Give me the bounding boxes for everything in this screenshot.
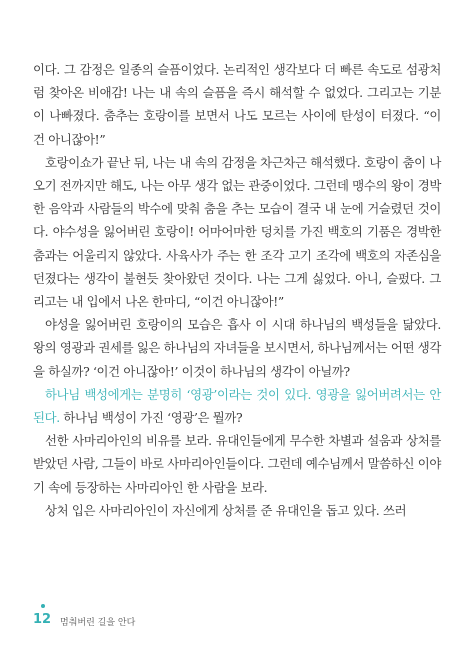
paragraph-3: 야성을 잃어버린 호랑이의 모습은 흡사 이 시대 하나님의 백성들을 닮았다. 왕의 영광과 권세를 잃은 하나님의 자녀들을 보시면서, 하나님께서는 어떤 생각을 하실까? ‘이건 아니잖아!’ 이것이 하나님의 생각이 아닐까? xyxy=(33,317,441,379)
paragraph-1: 이다. 그 감정은 일종의 슬픔이었다. 논리적인 생각보다 더 빠른 속도로 섬광처럼 찾아온 비애감! 나는 내 속의 슬픔을 즉시 해석할 수 없었다. 그리고는 기분이 나빠졌다. 춤추는 호랑이를 보면서 나도 모르는 사이에 탄성이 터졌다. “이건 아니잖아!” xyxy=(33,62,441,147)
paragraph-5: 선한 사마리아인의 비유를 보라. 유대인들에게 무수한 차별과 설움과 상처를 받았던 사람, 그들이 바로 사마리아인들이다. 그런데 예수님께서 말씀하신 이야기 속에 등장하는 사마리아인 한 사람을 보라. xyxy=(33,433,441,495)
running-title: 멈춰버린 길을 안다 xyxy=(60,618,136,628)
page-body xyxy=(33,58,441,522)
footer-dot-icon xyxy=(41,604,45,608)
page-number: 12 xyxy=(33,612,52,627)
paragraph-4-rest: 하나님 백성이 가진 ‘영광’은 뭘까? xyxy=(59,410,243,426)
paragraph-6: 상처 입은 사마리아인이 자신에게 상처를 준 유대인을 돕고 있다. 쓰러 xyxy=(45,502,407,518)
paragraph-4 xyxy=(33,383,441,429)
paragraph-2: 호랑이쇼가 끝난 뒤, 나는 내 속의 감정을 차근차근 해석했다. 호랑이 춤이 나오기 전까지만 해도, 나는 아무 생각 없는 관중이었다. 그런데 맹수의 왕이 경박한 음악과 사람들의 박수에 맞춰 춤을 추는 모습이 결국 내 눈에 거슬렸던 것이다. 야수성을 잃어버린 호랑이! 어마어마한 덩치를 가진 백호의 기품은 경박한 춤과는 어울리지 않았다. 사육사가 주는 한 조각 고기 조각에 백호의 자존심을 던졌다는 생각이 불현듯 찾아왔던 것이다. 나는 그게 싫었다. 아니, 슬펐다. 그리고는 내 입에서 나온 한마디, “이건 아니잖아!” xyxy=(33,154,441,310)
highlighted-sentence: 하나님 백성에게는 분명히 ‘영광’이라는 것이 있다. 영광을 잃어버려서는 안 된다. xyxy=(33,386,441,426)
